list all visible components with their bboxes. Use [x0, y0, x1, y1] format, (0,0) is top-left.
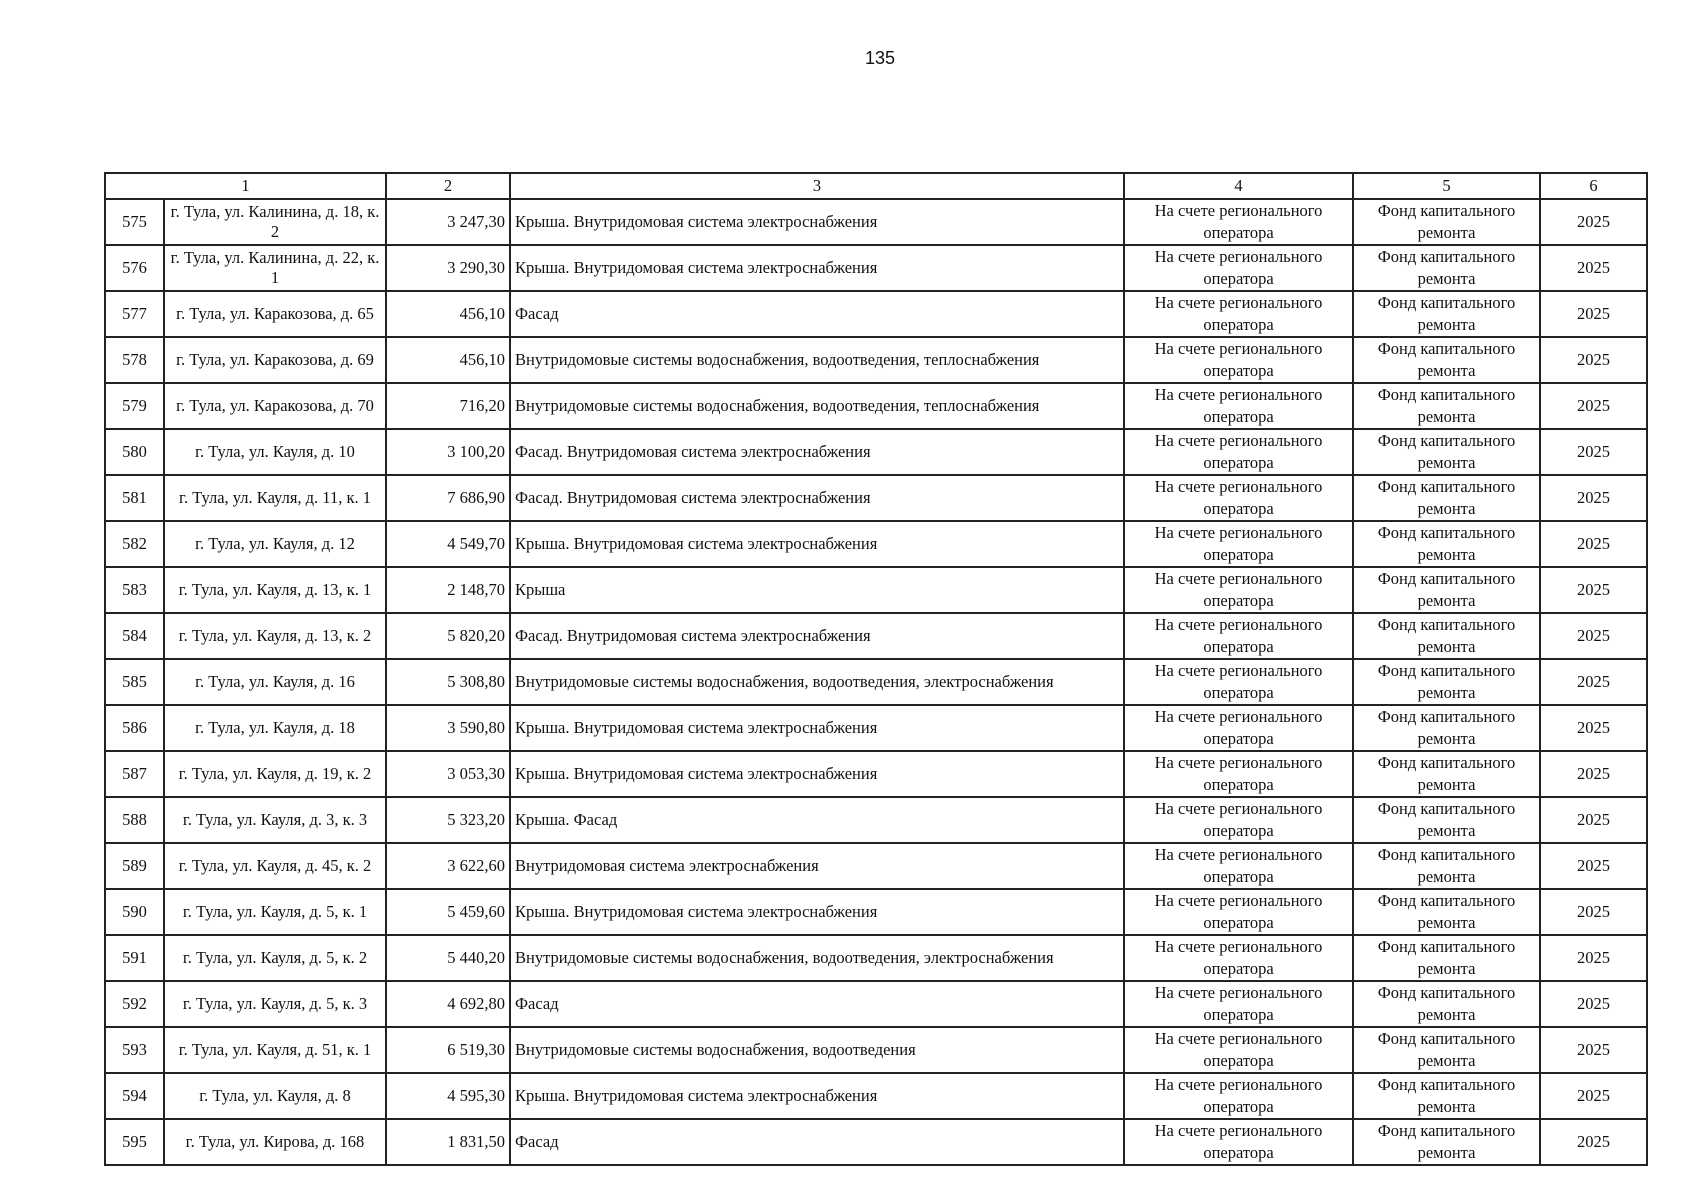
area-value-cell: 716,20	[386, 383, 510, 429]
fund-account-cell: На счете регионального оператора	[1124, 1027, 1353, 1073]
address-cell: г. Тула, ул. Кауля, д. 11, к. 1	[164, 475, 386, 521]
row-number: 592	[105, 981, 164, 1027]
address-cell: г. Тула, ул. Кауля, д. 8	[164, 1073, 386, 1119]
year-cell: 2025	[1540, 1119, 1647, 1165]
address-cell: г. Тула, ул. Кауля, д. 12	[164, 521, 386, 567]
table-row	[105, 429, 1647, 475]
address-cell: г. Тула, ул. Кауля, д. 5, к. 3	[164, 981, 386, 1027]
work-types-cell: Крыша. Фасад	[510, 797, 1124, 843]
work-types-cell: Крыша	[510, 567, 1124, 613]
work-types-cell: Фасад	[510, 291, 1124, 337]
address-cell: г. Тула, ул. Кауля, д. 10	[164, 429, 386, 475]
column-header-1: 1	[105, 173, 386, 199]
year-cell: 2025	[1540, 245, 1647, 291]
funding-source-cell: Фонд капитального ремонта	[1353, 797, 1540, 843]
area-value-cell: 5 440,20	[386, 935, 510, 981]
fund-account-cell: На счете регионального оператора	[1124, 981, 1353, 1027]
area-value-cell: 3 622,60	[386, 843, 510, 889]
row-number: 589	[105, 843, 164, 889]
page-number: 135	[864, 48, 896, 68]
year-cell: 2025	[1540, 291, 1647, 337]
fund-account-cell: На счете регионального оператора	[1124, 245, 1353, 291]
year-cell: 2025	[1540, 935, 1647, 981]
fund-account-cell: На счете регионального оператора	[1124, 475, 1353, 521]
fund-account-cell: На счете регионального оператора	[1124, 797, 1353, 843]
year-cell: 2025	[1540, 337, 1647, 383]
table-row	[105, 1119, 1647, 1165]
year-cell: 2025	[1540, 199, 1647, 245]
work-types-cell: Внутридомовые системы водоснабжения, водоотведения, теплоснабжения	[510, 337, 1124, 383]
table-row	[105, 843, 1647, 889]
area-value-cell: 6 519,30	[386, 1027, 510, 1073]
area-value-cell: 7 686,90	[386, 475, 510, 521]
area-value-cell: 2 148,70	[386, 567, 510, 613]
funding-source-cell: Фонд капитального ремонта	[1353, 337, 1540, 383]
year-cell: 2025	[1540, 383, 1647, 429]
table-row	[105, 797, 1647, 843]
row-number: 581	[105, 475, 164, 521]
fund-account-cell: На счете регионального оператора	[1124, 521, 1353, 567]
fund-account-cell: На счете регионального оператора	[1124, 383, 1353, 429]
year-cell: 2025	[1540, 475, 1647, 521]
table-row	[105, 1073, 1647, 1119]
table-row	[105, 245, 1647, 291]
address-cell: г. Тула, ул. Кауля, д. 45, к. 2	[164, 843, 386, 889]
address-cell: г. Тула, ул. Кауля, д. 13, к. 1	[164, 567, 386, 613]
address-cell: г. Тула, ул. Калинина, д. 18, к. 2	[164, 199, 386, 245]
address-cell: г. Тула, ул. Кауля, д. 13, к. 2	[164, 613, 386, 659]
funding-source-cell: Фонд капитального ремонта	[1353, 659, 1540, 705]
funding-source-cell: Фонд капитального ремонта	[1353, 1073, 1540, 1119]
table-row	[105, 613, 1647, 659]
row-number: 587	[105, 751, 164, 797]
address-cell: г. Тула, ул. Кирова, д. 168	[164, 1119, 386, 1165]
area-value-cell: 5 323,20	[386, 797, 510, 843]
table-row	[105, 567, 1647, 613]
year-cell: 2025	[1540, 521, 1647, 567]
funding-source-cell: Фонд капитального ремонта	[1353, 1027, 1540, 1073]
row-number: 578	[105, 337, 164, 383]
funding-source-cell: Фонд капитального ремонта	[1353, 245, 1540, 291]
year-cell: 2025	[1540, 981, 1647, 1027]
funding-source-cell: Фонд капитального ремонта	[1353, 705, 1540, 751]
area-value-cell: 5 459,60	[386, 889, 510, 935]
column-header-3: 3	[510, 173, 1124, 199]
area-value-cell: 3 590,80	[386, 705, 510, 751]
address-cell: г. Тула, ул. Кауля, д. 3, к. 3	[164, 797, 386, 843]
table-row	[105, 751, 1647, 797]
address-cell: г. Тула, ул. Кауля, д. 51, к. 1	[164, 1027, 386, 1073]
address-cell: г. Тула, ул. Кауля, д. 5, к. 1	[164, 889, 386, 935]
table-row	[105, 981, 1647, 1027]
work-types-cell: Фасад	[510, 981, 1124, 1027]
row-number: 594	[105, 1073, 164, 1119]
work-types-cell: Крыша. Внутридомовая система электроснабжения	[510, 889, 1124, 935]
row-number: 595	[105, 1119, 164, 1165]
row-number: 583	[105, 567, 164, 613]
area-value-cell: 456,10	[386, 291, 510, 337]
row-number: 580	[105, 429, 164, 475]
year-cell: 2025	[1540, 1027, 1647, 1073]
address-cell: г. Тула, ул. Каракозова, д. 69	[164, 337, 386, 383]
area-value-cell: 3 053,30	[386, 751, 510, 797]
year-cell: 2025	[1540, 429, 1647, 475]
address-cell: г. Тула, ул. Калинина, д. 22, к. 1	[164, 245, 386, 291]
row-number: 584	[105, 613, 164, 659]
address-cell: г. Тула, ул. Кауля, д. 5, к. 2	[164, 935, 386, 981]
row-number: 590	[105, 889, 164, 935]
funding-source-cell: Фонд капитального ремонта	[1353, 199, 1540, 245]
funding-source-cell: Фонд капитального ремонта	[1353, 567, 1540, 613]
work-types-cell: Крыша. Внутридомовая система электроснабжения	[510, 1073, 1124, 1119]
address-cell: г. Тула, ул. Каракозова, д. 65	[164, 291, 386, 337]
area-value-cell: 456,10	[386, 337, 510, 383]
row-number: 586	[105, 705, 164, 751]
table-row	[105, 935, 1647, 981]
area-value-cell: 4 692,80	[386, 981, 510, 1027]
work-types-cell: Внутридомовые системы водоснабжения, водоотведения, теплоснабжения	[510, 383, 1124, 429]
fund-account-cell: На счете регионального оператора	[1124, 429, 1353, 475]
table-row	[105, 705, 1647, 751]
work-types-cell: Внутридомовая система электроснабжения	[510, 843, 1124, 889]
year-cell: 2025	[1540, 1073, 1647, 1119]
table-row	[105, 1027, 1647, 1073]
year-cell: 2025	[1540, 613, 1647, 659]
funding-source-cell: Фонд капитального ремонта	[1353, 383, 1540, 429]
row-number: 585	[105, 659, 164, 705]
row-number: 576	[105, 245, 164, 291]
work-types-cell: Фасад. Внутридомовая система электроснабжения	[510, 475, 1124, 521]
address-cell: г. Тула, ул. Кауля, д. 18	[164, 705, 386, 751]
table-row	[105, 383, 1647, 429]
funding-source-cell: Фонд капитального ремонта	[1353, 475, 1540, 521]
fund-account-cell: На счете регионального оператора	[1124, 613, 1353, 659]
address-cell: г. Тула, ул. Каракозова, д. 70	[164, 383, 386, 429]
row-number: 588	[105, 797, 164, 843]
row-number: 577	[105, 291, 164, 337]
column-header-6: 6	[1540, 173, 1647, 199]
funding-source-cell: Фонд капитального ремонта	[1353, 613, 1540, 659]
area-value-cell: 1 831,50	[386, 1119, 510, 1165]
year-cell: 2025	[1540, 797, 1647, 843]
funding-source-cell: Фонд капитального ремонта	[1353, 981, 1540, 1027]
fund-account-cell: На счете регионального оператора	[1124, 199, 1353, 245]
fund-account-cell: На счете регионального оператора	[1124, 659, 1353, 705]
work-types-cell: Внутридомовые системы водоснабжения, водоотведения, электроснабжения	[510, 935, 1124, 981]
fund-account-cell: На счете регионального оператора	[1124, 337, 1353, 383]
table-body	[105, 199, 1647, 1165]
fund-account-cell: На счете регионального оператора	[1124, 889, 1353, 935]
table-header-row	[105, 173, 1647, 199]
work-types-cell: Фасад	[510, 1119, 1124, 1165]
column-header-4: 4	[1124, 173, 1353, 199]
funding-source-cell: Фонд капитального ремонта	[1353, 751, 1540, 797]
work-types-cell: Крыша. Внутридомовая система электроснабжения	[510, 705, 1124, 751]
work-types-cell: Крыша. Внутридомовая система электроснабжения	[510, 521, 1124, 567]
area-value-cell: 3 290,30	[386, 245, 510, 291]
work-types-cell: Внутридомовые системы водоснабжения, водоотведения	[510, 1027, 1124, 1073]
funding-source-cell: Фонд капитального ремонта	[1353, 935, 1540, 981]
fund-account-cell: На счете регионального оператора	[1124, 935, 1353, 981]
table-row	[105, 475, 1647, 521]
row-number: 591	[105, 935, 164, 981]
fund-account-cell: На счете регионального оператора	[1124, 1073, 1353, 1119]
fund-account-cell: На счете регионального оператора	[1124, 567, 1353, 613]
area-value-cell: 3 247,30	[386, 199, 510, 245]
area-value-cell: 4 595,30	[386, 1073, 510, 1119]
row-number: 593	[105, 1027, 164, 1073]
fund-account-cell: На счете регионального оператора	[1124, 705, 1353, 751]
column-header-2: 2	[386, 173, 510, 199]
table-row	[105, 659, 1647, 705]
year-cell: 2025	[1540, 705, 1647, 751]
fund-account-cell: На счете регионального оператора	[1124, 751, 1353, 797]
work-types-cell: Крыша. Внутридомовая система электроснабжения	[510, 751, 1124, 797]
funding-source-cell: Фонд капитального ремонта	[1353, 429, 1540, 475]
table-row	[105, 889, 1647, 935]
funding-source-cell: Фонд капитального ремонта	[1353, 889, 1540, 935]
area-value-cell: 3 100,20	[386, 429, 510, 475]
area-value-cell: 4 549,70	[386, 521, 510, 567]
year-cell: 2025	[1540, 843, 1647, 889]
row-number: 582	[105, 521, 164, 567]
funding-source-cell: Фонд капитального ремонта	[1353, 1119, 1540, 1165]
work-types-cell: Крыша. Внутридомовая система электроснабжения	[510, 245, 1124, 291]
work-types-cell: Крыша. Внутридомовая система электроснабжения	[510, 199, 1124, 245]
year-cell: 2025	[1540, 889, 1647, 935]
fund-account-cell: На счете регионального оператора	[1124, 291, 1353, 337]
fund-account-cell: На счете регионального оператора	[1124, 843, 1353, 889]
funding-source-cell: Фонд капитального ремонта	[1353, 843, 1540, 889]
table-row	[105, 337, 1647, 383]
funding-source-cell: Фонд капитального ремонта	[1353, 521, 1540, 567]
work-types-cell: Фасад. Внутридомовая система электроснабжения	[510, 429, 1124, 475]
year-cell: 2025	[1540, 659, 1647, 705]
repair-program-table	[104, 172, 1648, 1166]
row-number: 579	[105, 383, 164, 429]
address-cell: г. Тула, ул. Кауля, д. 19, к. 2	[164, 751, 386, 797]
column-header-5: 5	[1353, 173, 1540, 199]
year-cell: 2025	[1540, 567, 1647, 613]
table-row	[105, 521, 1647, 567]
row-number: 575	[105, 199, 164, 245]
work-types-cell: Внутридомовые системы водоснабжения, водоотведения, электроснабжения	[510, 659, 1124, 705]
fund-account-cell: На счете регионального оператора	[1124, 1119, 1353, 1165]
year-cell: 2025	[1540, 751, 1647, 797]
table-row	[105, 291, 1647, 337]
area-value-cell: 5 308,80	[386, 659, 510, 705]
address-cell: г. Тула, ул. Кауля, д. 16	[164, 659, 386, 705]
funding-source-cell: Фонд капитального ремонта	[1353, 291, 1540, 337]
area-value-cell: 5 820,20	[386, 613, 510, 659]
table-row	[105, 199, 1647, 245]
work-types-cell: Фасад. Внутридомовая система электроснабжения	[510, 613, 1124, 659]
